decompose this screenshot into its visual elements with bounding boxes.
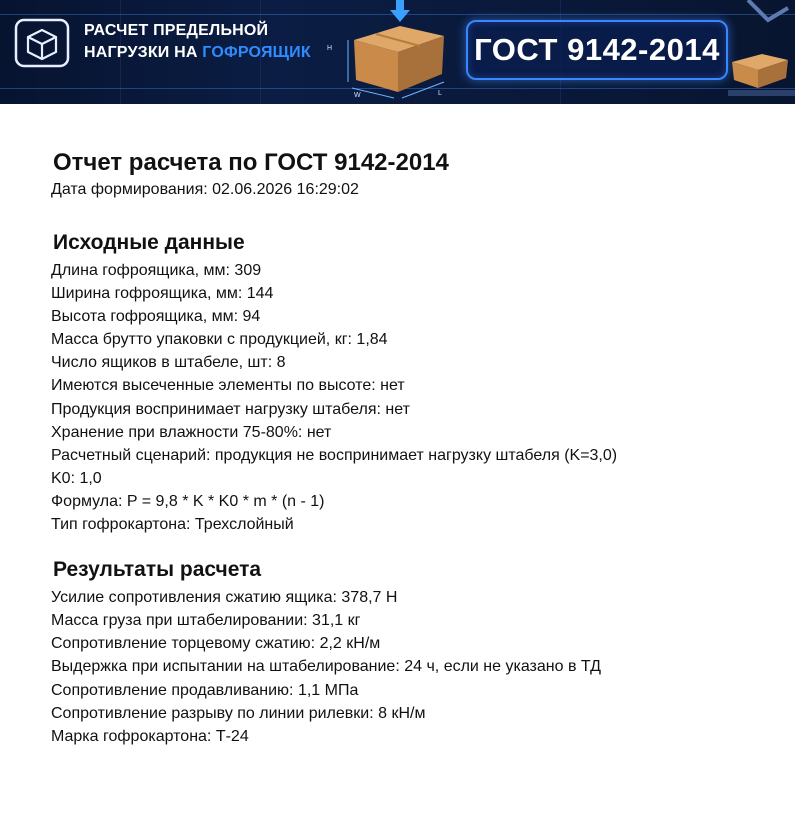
banner-title-prefix: НАГРУЗКИ НА	[84, 44, 198, 61]
input-k0: K0: 1,0	[51, 469, 102, 487]
cardboard-box-icon	[327, 0, 460, 104]
dim-label-w: W	[354, 92, 361, 99]
input-stack-count: Число ящиков в штабеле, шт: 8	[51, 354, 286, 372]
input-product-load: Продукция воспринимает нагрузку штабеля: нет	[51, 400, 410, 418]
report-date: Дата формирования: 02.06.2026 16:29:02	[51, 181, 359, 198]
conveyor-boxes-icon	[728, 0, 795, 104]
dim-label-h: H	[327, 45, 333, 52]
input-formula: Формула: P = 9,8 * K * K0 * m * (n - 1)	[51, 492, 325, 510]
input-data-heading: Исходные данные	[53, 231, 245, 254]
input-width: Ширина гофроящика, мм: 144	[51, 285, 274, 303]
input-humidity: Хранение при влажности 75-80%: нет	[51, 423, 332, 441]
result-edge-crush: Сопротивление торцевому сжатию: 2,2 кН/м	[51, 635, 381, 653]
input-length: Длина гофроящика, мм: 309	[51, 262, 262, 279]
results-list	[51, 586, 771, 748]
results-heading: Результаты расчета	[53, 558, 262, 582]
input-gross-mass: Масса брутто упаковки с продукцией, кг: 1,84	[51, 331, 388, 349]
banner-title-line1: РАСЧЕТ ПРЕДЕЛЬНОЙ	[84, 22, 269, 39]
result-test-duration: Выдержка при испытании на штабелирование: 24 ч, если не указано в ТД	[51, 658, 601, 676]
banner-title-accent: ГОФРОЯЩИК	[202, 44, 311, 61]
input-height: Высота гофроящика, мм: 94	[51, 308, 261, 326]
banner-title-line2	[84, 42, 334, 64]
dim-label-l: L	[438, 90, 442, 97]
input-cutouts: Имеются высеченные элементы по высоте: нет	[51, 377, 405, 395]
report-title: Отчет расчета по ГОСТ 9142-2014	[53, 149, 449, 176]
result-board-grade: Марка гофрокартона: Т-24	[51, 727, 249, 745]
input-scenario: Расчетный сценарий: продукция не воспринимает нагрузку штабеля (K=3,0)	[51, 446, 618, 464]
input-board-type: Тип гофрокартона: Трехслойный	[51, 516, 294, 534]
result-stack-mass: Масса груза при штабелировании: 31,1 кг	[51, 612, 361, 630]
result-burst: Сопротивление продавливанию: 1,1 МПа	[51, 681, 359, 699]
banner-title	[84, 20, 334, 64]
report	[51, 148, 771, 748]
result-crease-tear: Сопротивление разрыву по линии рилевки: 8 кН/м	[51, 704, 426, 722]
input-data-list	[51, 259, 771, 536]
box-logo-icon	[14, 18, 70, 68]
gost-badge-label: ГОСТ 9142-2014	[474, 32, 720, 67]
result-compression-force: Усилие сопротивления сжатию ящика: 378,7 Н	[51, 589, 398, 607]
gost-badge	[466, 20, 728, 80]
header-banner	[0, 0, 795, 104]
